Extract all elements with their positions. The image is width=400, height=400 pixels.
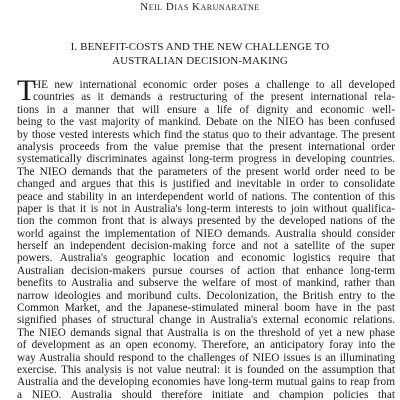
text-line: by those vested interests which find the status quo to their advantage. The present bbox=[17, 128, 395, 141]
text-line: of development as an open economy. Therefore, an anticipatory foray into the bbox=[17, 339, 395, 352]
running-header-author bbox=[0, 1, 400, 14]
text-line: countries as it demands a restructuring of the present international rela- bbox=[33, 91, 395, 104]
text-line: analysis proceeds from the value premise that the present international order bbox=[17, 140, 395, 153]
text-line: systematically discriminates against long-term progress in developing countries. bbox=[17, 153, 395, 166]
text-line: tions in a manner that will ensure a life of dignity and economic well- bbox=[17, 103, 395, 116]
text-line: signified phases of structural change in Australia's external economic relations. bbox=[17, 314, 395, 327]
text-line: benefits to Australia and subserve the welfare of most of mankind, rather than bbox=[17, 277, 395, 290]
text-line: Australia and the developing economies have long-term mutual gains to reap from bbox=[17, 376, 395, 389]
drop-cap: T bbox=[17, 74, 36, 107]
section-heading bbox=[0, 41, 400, 68]
text-line: exercise. This analysis is not value neutral: it is founded on the assumption that bbox=[17, 363, 395, 376]
text-line: peace and stability in an interdependent world of nations. The contention of this bbox=[17, 190, 395, 203]
text-line: The NIEO demands that the parameters of the present world order need to be bbox=[17, 165, 395, 178]
text-line: a NIEO. Australia should therefore initiate and champion policies that bbox=[17, 388, 395, 400]
section-heading-line-2: AUSTRALIAN DECISION-MAKING bbox=[112, 54, 288, 67]
text-line: world against the implementation of NIEO demands. Australia should consider bbox=[17, 227, 395, 240]
text-line: HE new international economic order poses a challenge to all developed bbox=[33, 79, 395, 91]
text-line: being to the vast majority of mankind. Debate on the NIEO has been confused bbox=[17, 116, 395, 129]
text-line: changed and argues that this is justified and inevitable in order to consolidate bbox=[17, 178, 395, 191]
text-line: tion the common front that is always presented by the developed nations of the bbox=[17, 215, 395, 228]
text-line: Australian decision-makers pursue courses of action that enhance long-term bbox=[17, 264, 395, 277]
section-heading-line-1: I. BENEFIT-COSTS AND THE NEW CHALLENGE TO bbox=[70, 41, 330, 53]
author-name: Neil Dias Karunaratne bbox=[140, 1, 260, 13]
text-line: The NIEO demands signal that Australia is on the threshold of yet a new phase bbox=[17, 326, 395, 339]
body-paragraph bbox=[17, 74, 395, 400]
text-line: paper is that it is not in Australia's long-term interests to join without qualifica- bbox=[17, 202, 395, 215]
text-line: Common Market, and the Japanese-stimulated mineral boom have in the past bbox=[17, 302, 395, 315]
text-line: powers. Australia's geographic location and economic logistics require that bbox=[17, 252, 395, 265]
text-line: herself an independent decision-making force and not a satellite of the super bbox=[17, 240, 395, 253]
text-line: narrow ideologies and moribund cults. Decolonization, the British entry to the bbox=[17, 289, 395, 302]
text-line: way Australia should respond to the challenges of NIEO issues is an illuminating bbox=[17, 351, 395, 364]
